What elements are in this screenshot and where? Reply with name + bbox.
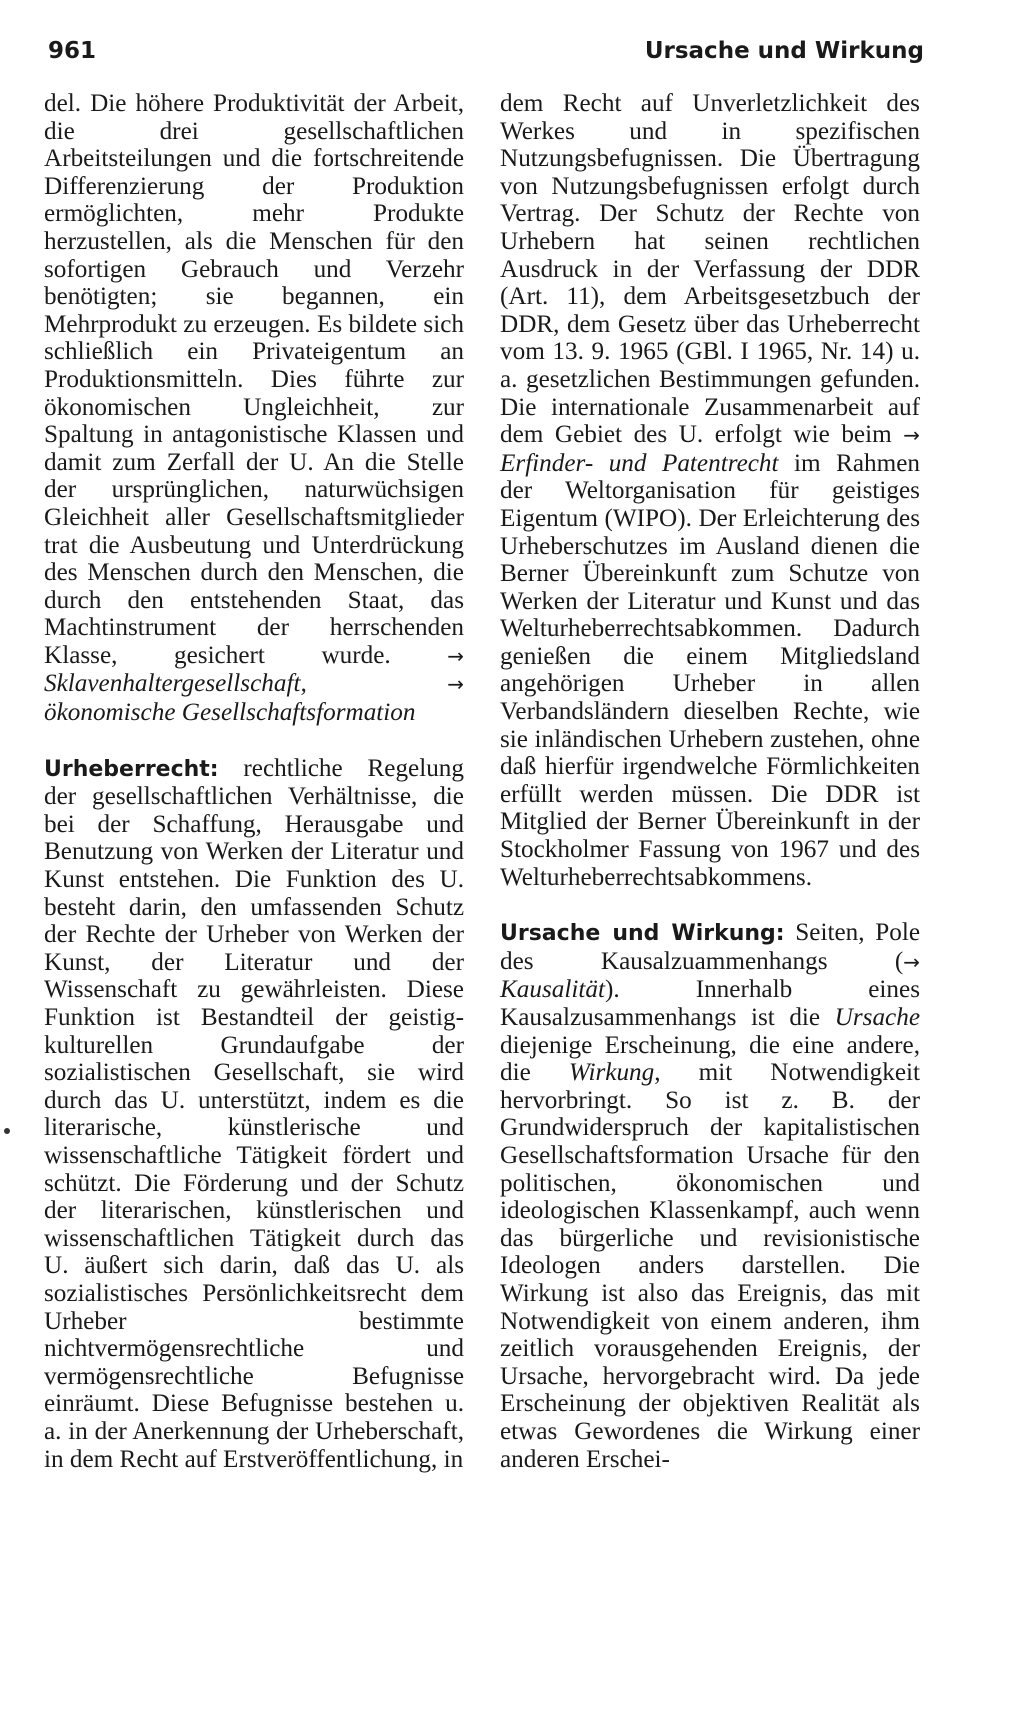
right-column (500, 90, 920, 1473)
crossref-oekonomische-gesellschaftsformation[interactable]: ökonomische Gesellschaftsformation (44, 699, 416, 727)
crossref-arrow-icon: → (447, 672, 464, 697)
em-wirkung: Wirkung (568, 1059, 655, 1087)
entry-ursache-und-wirkung (500, 919, 920, 1473)
ursache-def-part4: , mit Notwendigkeit hervorbringt. So ist z. B. der Grundwiderspruch der kapitalistischen Gesellschaftsformation Ursache für den politischen, ökonomischen und ideologischen Klassenkampf, auch wenn das bürgerliche und revisionistische Ideologen anders darstellen. Die Wirkung ist also das Ereignis, das mit Notwendigkeit von einem anderen, ihm zeitlich vorausgehenden Ereignis, der Ursache, hervorgebracht wird. Da jede Erscheinung der objektiven Realität als etwas Gewordenes die Wirkung einer anderen Erschei- (500, 1059, 920, 1473)
crossref-kausalitaet[interactable]: Kausalität (500, 976, 605, 1004)
left-column (44, 90, 464, 1473)
entry-continuation (44, 90, 464, 727)
crossref-arrow-icon: → (903, 949, 920, 974)
entry-definition-urheberrecht: rechtliche Regelung der gesellschaftlichen Verhältnisse, die bei der Schaffung, Herausgabe und Benutzung von Werken der Literatur und Kunst entstehen. Die Funktion des U. besteht darin, den umfassenden Schutz der Rechte der Urheber von Werken der Kunst, der Literatur und der Wissenschaft zu gewährleisten. Diese Funktion ist Bestandteil der geistig-kulturellen Grundaufgabe der sozialistischen Gesellschaft, sie wird durch das U. unterstützt, indem es die literarische, künstlerische und wissenschaftliche Tätigkeit fördert und schützt. Die Förderung und der Schutz der literarischen, künstlerischen und wissenschaftlichen Tätigkeit durch das U. äußert sich darin, daß das U. als sozialistisches Persönlichkeitsrecht dem Urheber bestimmte nichtvermögensrechtliche und vermögensrechtliche Befugnisse einräumt. Diese Befugnisse bestehen u. a. in der Anerkennung der Urheberschaft, in dem Recht auf Erstveröffentlichung, in (44, 754, 464, 1473)
page-number: 961 (48, 38, 97, 64)
crossref-arrow-icon: → (447, 643, 464, 668)
margin-dot (4, 1128, 10, 1134)
urheberrecht-text-after: im Rahmen der Weltorganisation für geistiges Eigentum (WIPO). Der Erleichterung des Urheberschutzes im Ausland dienen die Berner Übereinkunft zum Schutze von Werken der Literatur und Kunst und das Welturheberrechtsabkommen. Dadurch genießen die einem Mitgliedsland angehörigen Urheber in allen Verbandsländern dieselben Rechte, wie sie inländischen Urhebern zustehen, ohne daß hierfür irgendwelche Förmlichkeiten erfüllt werden müssen. Die DDR ist Mitglied der Berner Übereinkunft in der Stockholmer Fassung von 1967 und des Welturheberrechtsabkommens. (500, 449, 920, 891)
crossref-erfinder-und-patentrecht[interactable]: Erfinder- und Patentrecht (500, 449, 779, 477)
entry-term-ursache-und-wirkung: Ursache und Wirkung: (500, 921, 785, 947)
ursache-def-part1: Seiten, Pole des Kausalzuammenhangs ( (500, 919, 920, 975)
page-header (48, 38, 924, 78)
ursache-def-part2: ). Innerhalb eines Kausalzusammenhangs ist die (500, 976, 920, 1031)
crossref-sklavenhaltergesellschaft[interactable]: Sklavenhaltergesellschaft, (44, 670, 307, 698)
crossref-arrow-icon: → (903, 423, 920, 448)
continuation-text: del. Die höhere Produktivität der Arbeit, die drei gesellschaftlichen Arbeitsteilungen und die fortschreitende Differenzierung der Produktion ermöglichten, mehr Produkte herzustellen, als die Menschen für den sofortigen Gebrauch und Verzehr benötigten; sie begannen, ein Mehrprodukt zu erzeugen. Es bildete sich schließlich ein Privateigentum an Produktionsmitteln. Dies führte zur ökonomischen Ungleichheit, zur Spaltung in antagonistische Klassen und damit zum Zerfall der U. An die Stelle der ursprünglichen, naturwüchsigen Gleichheit aller Gesellschaftsmitglieder trat die Ausbeutung und Unterdrückung des Menschen durch den Menschen, die durch den entstehenden Staat, das Machtinstrument der herrschenden Klasse, gesichert wurde. (44, 90, 464, 669)
entry-urheberrecht-continued (500, 90, 920, 891)
em-ursache: Ursache (834, 1004, 920, 1031)
running-head: Ursache und Wirkung (644, 38, 924, 64)
entry-urheberrecht (44, 755, 464, 1473)
urheberrecht-text-before: dem Recht auf Unverletzlichkeit des Werkes und in spezifischen Nutzungsbefugnissen. Die Übertragung von Nutzungsbefugnissen erfolgt durch Vertrag. Der Schutz der Rechte von Urhebern hat seinen rechtlichen Ausdruck in der Verfassung der DDR (Art. 11), dem Arbeitsgesetzbuch der DDR, dem Gesetz über das Urheberrecht vom 13. 9. 1965 (GBl. I 1965, Nr. 14) u. a. gesetzlichen Bestimmungen gefunden. Die internationale Zusammenarbeit auf dem Gebiet des U. erfolgt wie beim (500, 90, 920, 449)
ursache-def-part3: diejenige Erscheinung, die eine andere, die (500, 1031, 920, 1087)
entry-term-urheberrecht: Urheberrecht: (44, 756, 219, 782)
